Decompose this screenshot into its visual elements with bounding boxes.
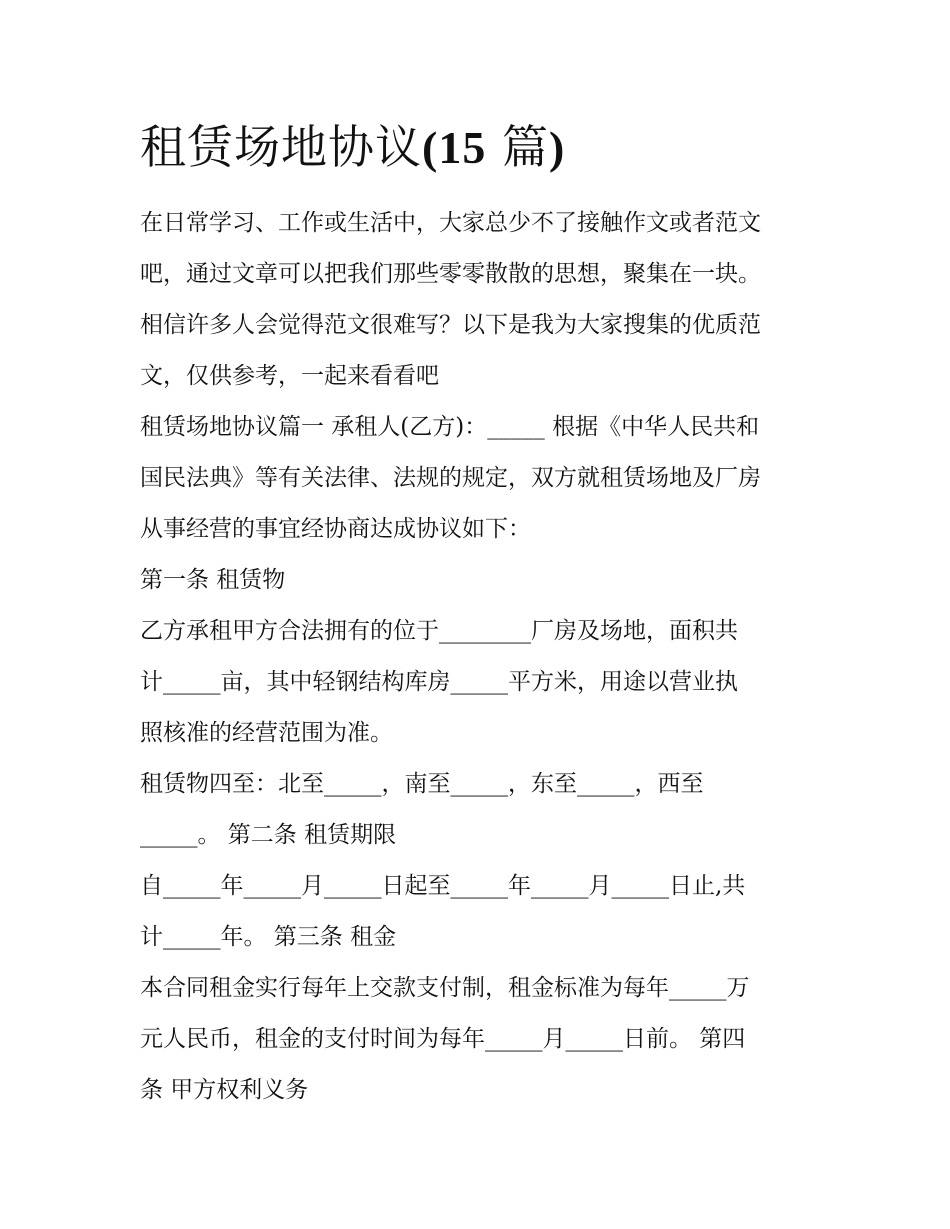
document-body xyxy=(140,198,820,1116)
title-count: (15 xyxy=(422,122,487,173)
text-line: 相信许多人会觉得范文很难写？以下是我为大家搜集的优质范 xyxy=(140,312,761,338)
document-title xyxy=(140,116,565,179)
text-line: 元人民币，租金的支付时间为每年_____月_____日前。 第四 xyxy=(140,1026,746,1052)
text-line: 本合同租金实行每年上交款支付制，租金标准为每年_____万 xyxy=(140,975,750,1001)
text-line: 从事经营的事宜经协商达成协议如下： xyxy=(140,516,531,542)
text-line: 计_____年。 第三条 租金 xyxy=(140,924,397,950)
text-line: 照核准的经营范围为准。 xyxy=(140,720,393,746)
text-line: 在日常学习、工作或生活中，大家总少不了接触作文或者范文 xyxy=(140,210,761,236)
text-line: 租赁场地协议篇一 承租人(乙方)：_____ 根据《中华人民共和 xyxy=(140,414,760,440)
text-line: 计_____亩，其中轻钢结构库房_____平方米，用途以营业执 xyxy=(140,669,738,695)
section-heading: 第一条 租赁物 xyxy=(140,567,286,593)
text-line: 国民法典》等有关法律、法规的规定，双方就租赁场地及厂房 xyxy=(140,465,761,491)
text-line: _____。 第二条 租赁期限 xyxy=(140,822,397,848)
title-main: 租赁场地协议 xyxy=(140,120,422,174)
text-line: 吧，通过文章可以把我们那些零零散散的思想，聚集在一块。 xyxy=(140,261,761,287)
text-line: 条 甲方权利义务 xyxy=(140,1077,309,1103)
title-close: ) xyxy=(548,122,566,173)
text-line: 文，仅供参考，一起来看看吧 xyxy=(140,363,439,389)
text-line: 租赁物四至：北至_____，南至_____，东至_____，西至 xyxy=(140,771,704,797)
title-pian: 篇 xyxy=(501,120,549,174)
text-line: 自_____年_____月_____日起至_____年_____月_____日止,共 xyxy=(140,873,746,899)
text-line: 乙方承租甲方合法拥有的位于________厂房及场地，面积共 xyxy=(140,618,738,644)
